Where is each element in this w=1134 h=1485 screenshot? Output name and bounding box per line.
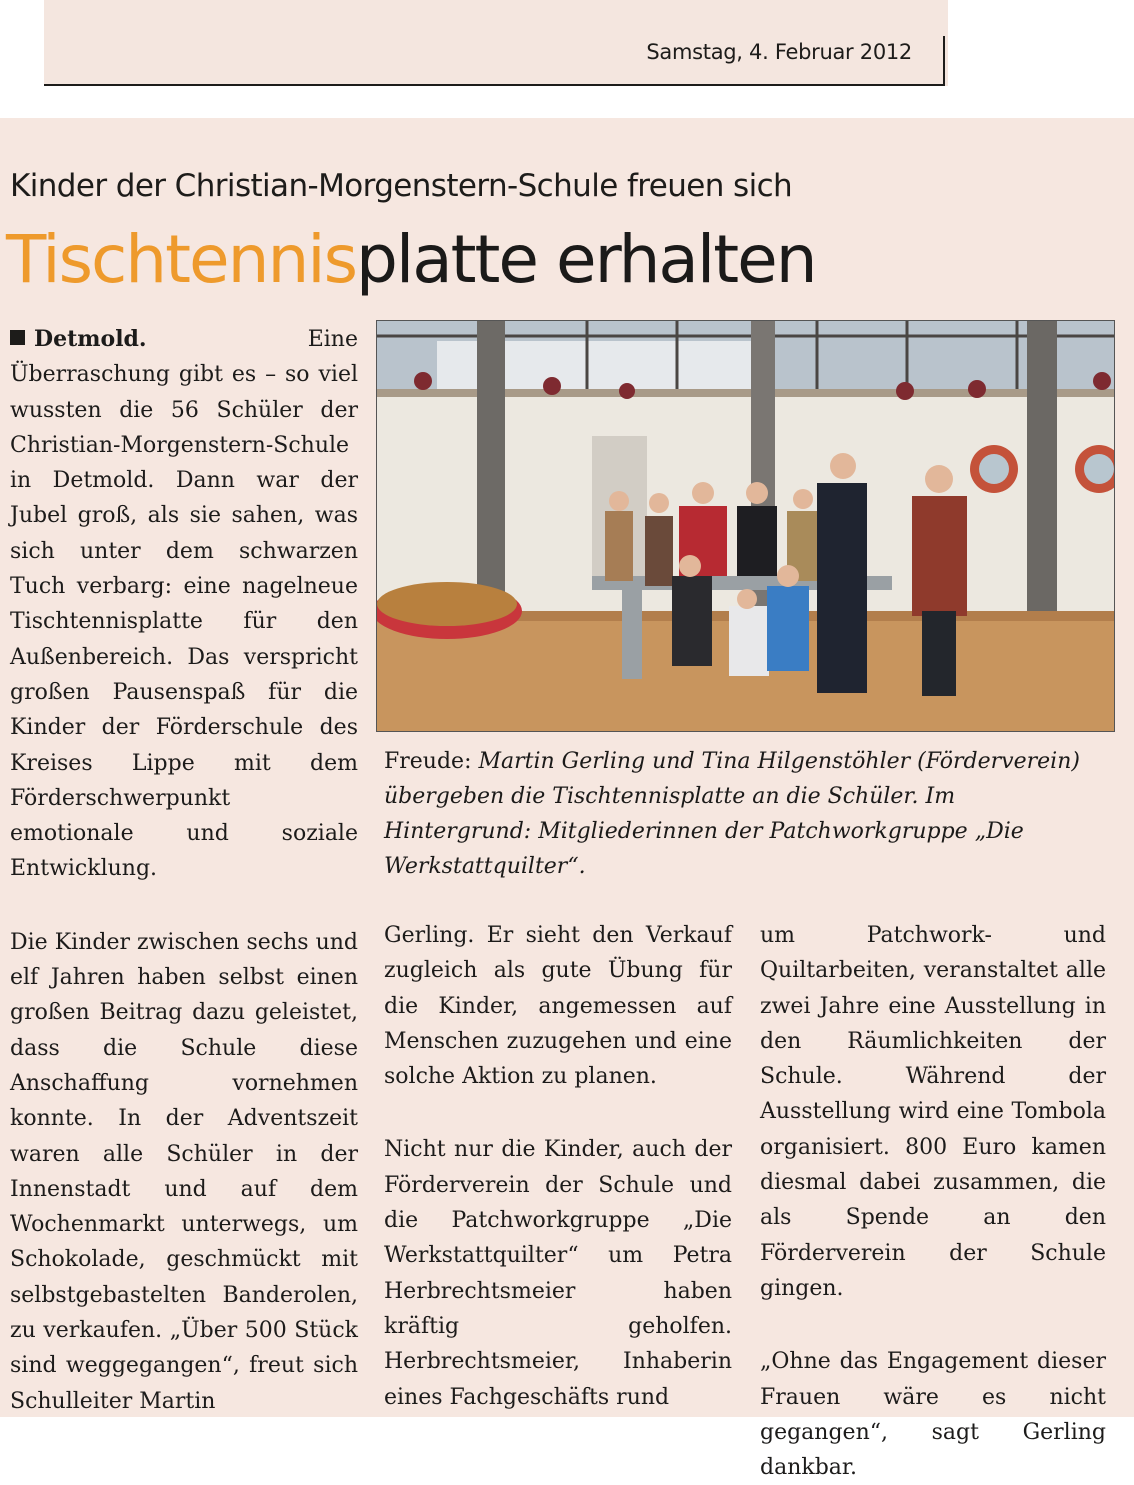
caption-text: Martin Gerling und Tina Hilgenstöhler (Förderverein) übergeben die Tischtennisplatte an die Schüler. Im Hintergrund: Mitgliederinnen der Patchworkgruppe „Die Werkstattquilter“. [384, 749, 1080, 879]
issue-date: Samstag, 4. Februar 2012 [646, 40, 912, 64]
article-subtitle: Kinder der Christian-Morgenstern-Schule freuen sich [10, 168, 793, 204]
article-photo [376, 320, 1115, 732]
column-2 [384, 918, 732, 1415]
column-1 [10, 322, 358, 1419]
square-bullet-icon [10, 330, 25, 345]
paragraph: Nicht nur die Kinder, auch der Förderverein der Schule und die Patchworkgruppe „Die Werkstattquilter“ um Petra Herbrechtsmeier haben kräftig geholfen. Herbrechtsmeier, Inhaberin eines Fachgeschäfts rund [384, 1137, 732, 1410]
dateline: Detmold. [34, 326, 147, 352]
header-rule [44, 84, 945, 86]
paragraph: Gerling. Er sieht den Verkauf zugleich als gute Übung für die Kinder, angemessen auf Menschen zuzugehen und eine solche Aktion zu planen. [384, 923, 732, 1090]
column-3 [760, 918, 1106, 1485]
photo-caption [384, 744, 1102, 884]
caption-label: Freude: [384, 749, 472, 774]
header-vertical-rule [943, 36, 945, 86]
headline-rest: platte erhalten [356, 221, 816, 298]
paragraph: Die Kinder zwischen sechs und elf Jahren haben selbst einen großen Beitrag dazu geleistet, dass die Schule diese Anschaffung vornehmen konnte. In der Adventszeit waren alle Schüler in der Innenstadt und auf dem Wochenmarkt unterwegs, um Schokolade, geschmückt mit selbstgebastelten Banderolen, zu verkaufen. „Über 500 Stück sind weggegangen“, freut sich Schulleiter Martin [10, 929, 358, 1414]
paragraph-text: Eine Überraschung gibt es – so viel wussten die 56 Schüler der Christian-Morgenstern-Schule in Detmold. Dann war der Jubel groß, als sie sahen, was sich unter dem schwarzen Tuch verbarg: eine nagelneue Tischtennisplatte für den Außenbereich. Das verspricht großen Pausenspaß für die Kinder der Förderschule des Kreises Lippe mit dem Förderschwerpunkt emotionale und soziale Entwicklung. [10, 327, 358, 882]
paragraph [10, 322, 358, 887]
headline-highlight: Tischtennis [6, 221, 356, 298]
paragraph: „Ohne das Engagement dieser Frauen wäre es nicht gegangen“, sagt Gerling dankbar. [760, 1349, 1106, 1481]
article-headline [6, 220, 816, 300]
paragraph: um Patchwork- und Quiltarbeiten, veranstaltet alle zwei Jahre eine Ausstellung in den Räumlichkeiten der Schule. Während der Ausstellung wird eine Tombola organisiert. 800 Euro kamen diesmal dabei zusammen, die als Spende an den Förderverein der Schule gingen. [760, 923, 1106, 1301]
